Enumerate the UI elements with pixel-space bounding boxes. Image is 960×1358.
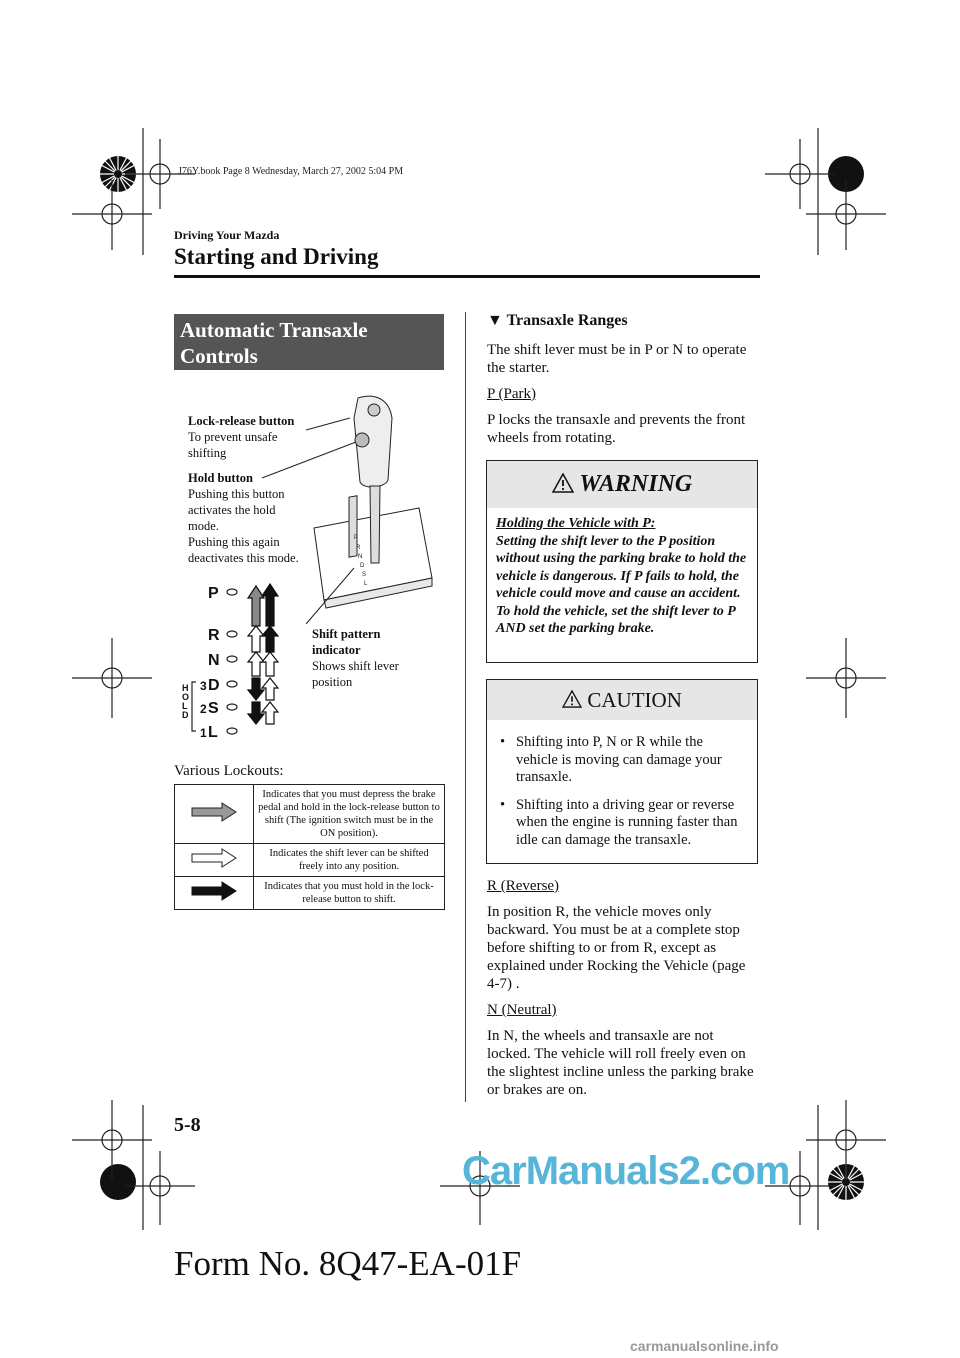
gear-s-number: 2 (200, 702, 207, 716)
list-item: • Shifting into P, N or R while the vehicle is moving can damage your transaxle. (500, 734, 722, 785)
section-heading (487, 312, 628, 330)
hold-letter-d: D (182, 710, 189, 720)
lock-release-label (188, 413, 294, 461)
park-paragraph: P locks the transaxle and prevents the front wheels from rotating. (487, 412, 746, 446)
caution-item-2: Shifting into a driving gear or reverse when the engine is running faster than idle can damage the transaxle. (516, 796, 738, 848)
hold-button-label (188, 470, 299, 566)
section-title-box (174, 314, 444, 370)
form-number: Form No. 8Q47-EA-01F (174, 1244, 522, 1283)
reverse-paragraph: In position R, the vehicle moves only backward. You must be at a complete stop before shifting to or from R, except as explained under Rocking the Vehicle (page 4-7) . (487, 904, 746, 992)
warning-text (496, 515, 748, 638)
page-number: 5-8 (174, 1114, 201, 1136)
section-label: Driving Your Mazda (174, 228, 280, 242)
warning-subtitle: Holding the Vehicle with P: (496, 516, 656, 531)
hold-letter-o: O (182, 692, 190, 702)
file-info: J76Y.book Page 8 Wednesday, March 27, 2002 5:04 PM (178, 166, 404, 177)
watermark-small: carmanualsonline.info (630, 1338, 779, 1354)
reverse-heading: R (Reverse) (487, 878, 560, 894)
warning-header (487, 461, 757, 508)
hold-desc5: deactivates this mode. (188, 551, 299, 565)
caution-list (498, 724, 748, 849)
intro-paragraph: The shift lever must be in P or N to operate the starter. (487, 342, 747, 376)
section-title-line2: Controls (180, 344, 258, 368)
neutral-paragraph: In N, the wheels and transaxle are not locked. The vehicle will roll freely even on the slightest incline unless the parking brake or brakes are on. (487, 1028, 754, 1098)
warning-triangle-icon (552, 473, 574, 493)
gear-l-number: 1 (200, 726, 207, 740)
shift-desc1: Shows shift lever (312, 659, 399, 673)
lockout-text-1: Indicates that you must depress the brake pedal and hold in the lock-release button to shift (The ignition switch must be in the ON position). (254, 785, 445, 844)
section-title-line1: Automatic Transaxle (180, 318, 368, 342)
lockouts-table (174, 784, 445, 910)
white-arrow-icon (175, 844, 254, 877)
warning-box (486, 460, 758, 663)
gear-r-label: R (208, 627, 220, 644)
lever-letter-l: L (364, 581, 368, 587)
hold-letter-h: H (182, 683, 189, 693)
column-divider (465, 312, 466, 1102)
hold-letter-l: L (182, 701, 188, 711)
lock-release-desc1: To prevent unsafe (188, 430, 278, 444)
hold-desc2: activates the hold (188, 503, 276, 517)
shift-title2: indicator (312, 643, 361, 657)
hold-desc1: Pushing this button (188, 487, 285, 501)
gear-l-label: L (208, 724, 218, 741)
table-row (175, 844, 445, 877)
gear-s-label: S (208, 700, 219, 717)
lock-release-title: Lock-release button (188, 414, 295, 428)
hold-desc4: Pushing this again (188, 535, 280, 549)
lever-letter-n: N (358, 554, 363, 560)
caution-triangle-icon (562, 690, 582, 708)
gear-d-number: 3 (200, 679, 207, 693)
header-rule (174, 275, 760, 278)
heading-text: Transaxle Ranges (506, 312, 628, 329)
lever-letter-d: D (360, 563, 365, 569)
table-row (175, 877, 445, 910)
caution-item-1: Shifting into P, N or R while the vehicle is moving can damage your transaxle. (516, 734, 722, 785)
hold-title: Hold button (188, 471, 253, 485)
warning-body: Setting the shift lever to the P position without using the parking brake to hold the vehicle is dangerous. If P fails to hold, the vehicle could move and cause an accident. To hold the vehicle, set the shift lever to P AND set the parking brake. (496, 533, 747, 636)
shift-pattern-label (312, 626, 399, 690)
lockout-text-2: Indicates the shift lever can be shifted freely into any position. (254, 844, 445, 877)
list-item: • Shifting into a driving gear or reverse when the engine is running faster than idle can damage the transaxle. (500, 796, 738, 848)
shift-desc2: position (312, 675, 353, 689)
table-row (175, 785, 445, 844)
triangle-bullet-icon: ▼ (487, 312, 503, 329)
lever-letter-r: R (356, 545, 361, 551)
gear-p-label: P (208, 585, 219, 602)
lockouts-title: Various Lockouts: (174, 763, 284, 779)
caution-header (487, 680, 757, 720)
lever-letter-s: S (362, 572, 367, 578)
lock-release-desc2: shifting (188, 446, 227, 460)
black-arrow-icon (175, 877, 254, 910)
hold-desc3: mode. (188, 519, 219, 533)
gear-n-label: N (208, 652, 220, 669)
shift-title1: Shift pattern (312, 627, 381, 641)
neutral-heading: N (Neutral) (487, 1002, 557, 1018)
caution-box (486, 679, 758, 864)
caution-title: CAUTION (587, 688, 682, 712)
lever-letter-p: P (354, 535, 359, 541)
park-heading: P (Park) (487, 386, 537, 402)
gear-d-label: D (208, 677, 220, 694)
gray-arrow-icon (175, 785, 254, 844)
watermark-main: CarManuals2.com (462, 1149, 790, 1193)
warning-title: WARNING (579, 471, 693, 497)
lockout-text-3: Indicates that you must hold in the lock-release button to shift. (254, 877, 445, 910)
chapter-title: Starting and Driving (174, 244, 379, 269)
